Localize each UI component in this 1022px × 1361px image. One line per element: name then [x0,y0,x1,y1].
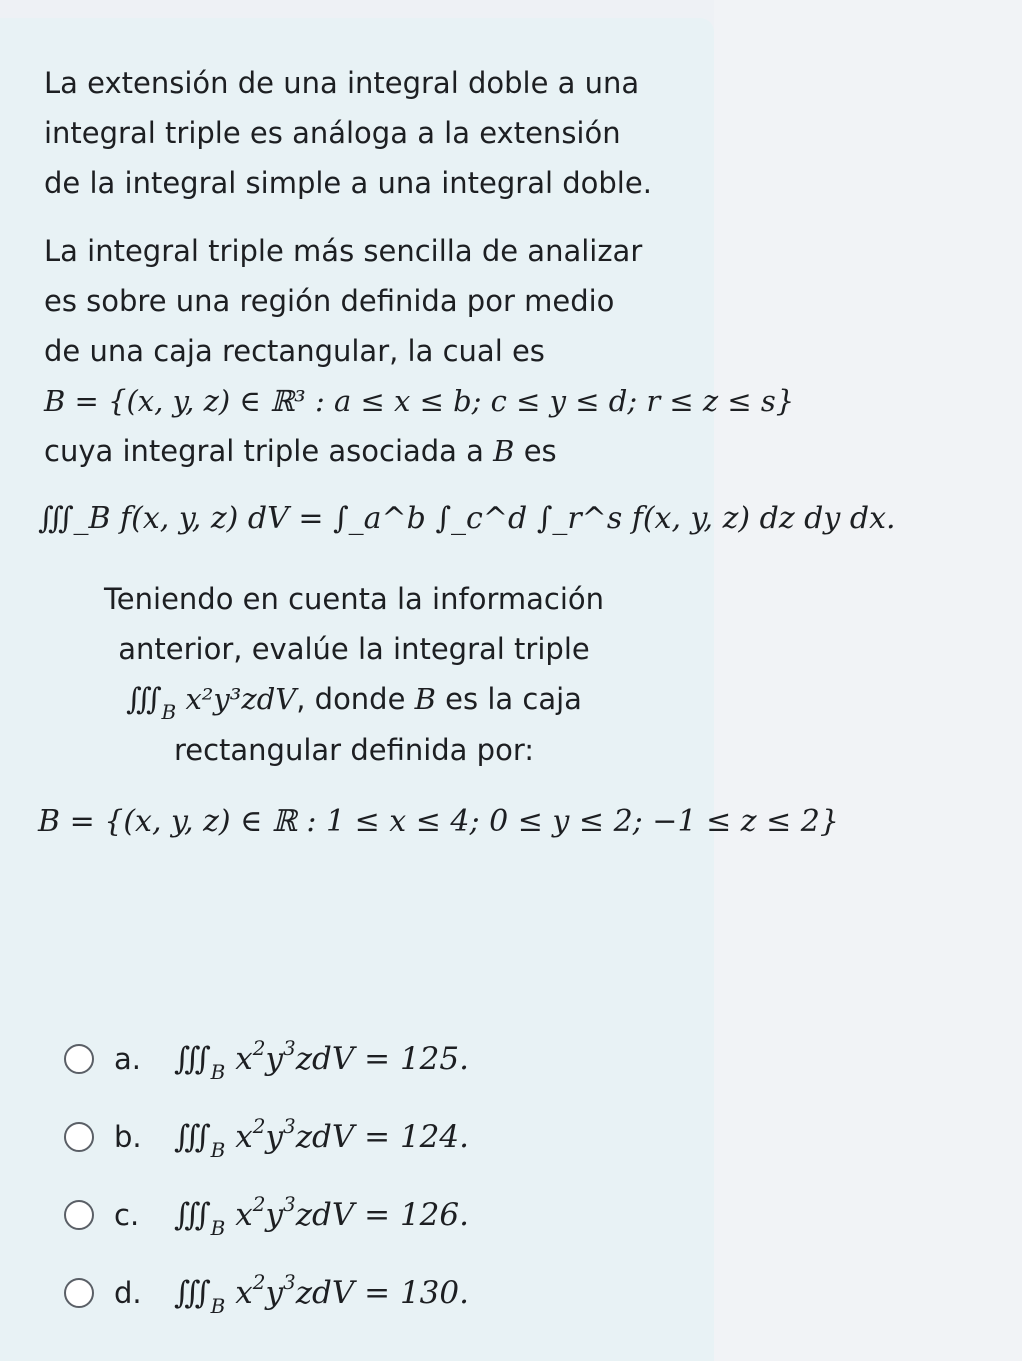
integral-line-text: , donde [296,682,415,716]
question-text [44,574,664,775]
assoc-suffix: es [514,434,557,468]
text-line: es sobre una región definida por medio [44,284,615,318]
option-expression: $∭_B$ $x^2y^3zdV = 126$. [174,1192,469,1240]
option-expression: $∭_B$ $x^2y^3zdV = 125$. [174,1036,469,1084]
radio-button[interactable] [64,1278,94,1308]
text-line: de la integral simple a una integral doble. [44,166,652,200]
option-d[interactable] [64,1254,704,1332]
assoc-line [44,426,1004,476]
intro-paragraph-2 [44,226,1004,476]
text-line: rectangular definida por: [173,733,535,767]
option-c[interactable] [64,1176,704,1254]
text-line: La integral triple más sencilla de analizar [44,234,643,268]
radio-button[interactable] [64,1044,94,1074]
text-line: Teniendo en cuenta la información [104,582,604,616]
text-line: de una caja rectangular, la cual es [44,334,545,368]
region-definition: B = {(x, y, z) ∈ ℝ : 1 ≤ x ≤ 4; 0 ≤ y ≤ 2; −1 ≤ z ≤ 2} [38,804,839,839]
integrand: x²y³zdV [185,682,297,716]
integral-line: $∭_B$ x²y³zdV, donde B es la caja [126,682,582,724]
triple-integral-symbol: ∭ [126,682,162,717]
option-letter: d. [114,1276,142,1310]
option-a[interactable] [64,1020,704,1098]
answer-options [64,1020,704,1332]
question-content [38,58,1004,877]
integral-line-text-end: es la caja [435,682,582,716]
assoc-var: B [493,434,515,468]
box-definition: B = {(x, y, z) ∈ ℝ³ : a ≤ x ≤ b; c ≤ y ≤ d; r ≤ z ≤ s} [44,384,795,418]
option-letter: a. [114,1042,141,1076]
option-value: 125. [399,1041,469,1077]
option-value: 130. [399,1275,469,1311]
option-b[interactable] [64,1098,704,1176]
option-expression: $∭_B$ $x^2y^3zdV = 130$. [174,1270,469,1318]
region-var: B [414,682,436,716]
intro-paragraph-1 [44,58,1004,208]
option-letter: c. [114,1198,140,1232]
radio-button[interactable] [64,1122,94,1152]
option-letter: b. [114,1120,142,1154]
text-line: anterior, evalúe la integral triple [118,632,590,666]
option-value: 124. [399,1119,469,1155]
text-line: integral triple es análoga a la extensión [44,116,621,150]
triple-integral-formula: ∭_B f(x, y, z) dV = ∫_a^b ∫_c^d ∫_r^s f(x, y, z) dz dy dx. [38,501,896,536]
assoc-prefix: cuya integral triple asociada a [44,434,494,468]
option-value: 126. [399,1197,469,1233]
radio-button[interactable] [64,1200,94,1230]
text-line: La extensión de una integral doble a una [44,66,640,100]
option-expression: $∭_B$ $x^2y^3zdV = 124$. [174,1114,469,1162]
